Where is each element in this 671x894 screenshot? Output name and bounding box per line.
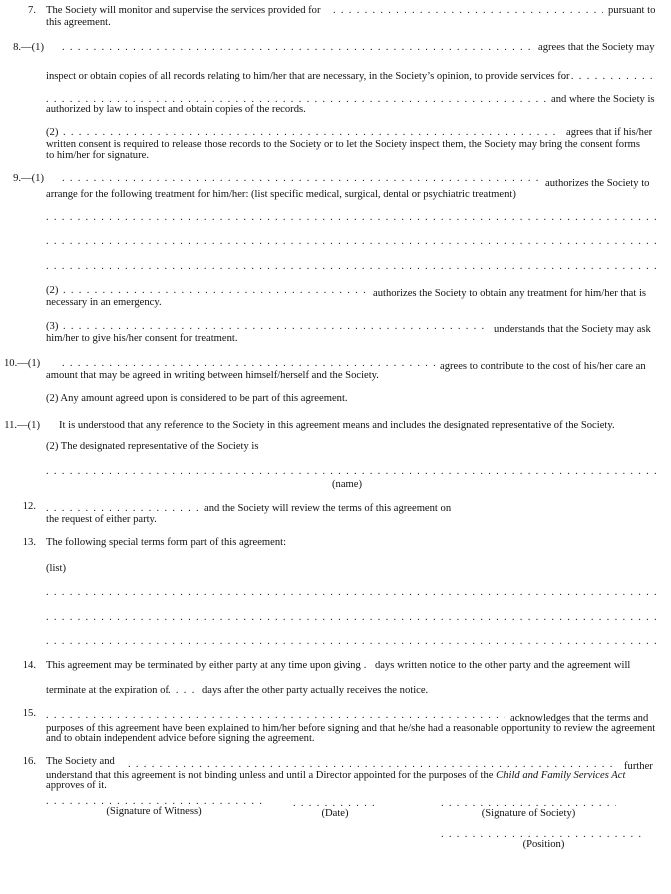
society-signature-label: (Signature of Society) <box>481 808 576 819</box>
fill-in-blank[interactable] <box>46 710 505 722</box>
fill-in-blank[interactable] <box>63 321 489 333</box>
fill-in-line[interactable] <box>46 587 657 599</box>
fill-in-blank[interactable] <box>62 358 435 370</box>
fill-in-blank[interactable] <box>340 660 372 672</box>
section-text: approves of it. <box>46 780 107 791</box>
section-text: acknowledges that the terms and <box>510 713 649 724</box>
fill-in-line[interactable] <box>46 212 657 224</box>
section-text: necessary in an emergency. <box>46 297 162 308</box>
fill-in-line[interactable] <box>46 236 657 248</box>
fill-in-line[interactable] <box>46 636 657 648</box>
section-text: purposes of this agreement have been explained to him/her before signing and that he/she had a reasonable opportunity to review the agreement <box>46 723 656 734</box>
section-number: 11.—(1) <box>4 420 40 431</box>
section-text: arrange for the following treatment for him/her: (list specific medical, surgical, dental or psychiatric treatment) <box>46 189 516 200</box>
section-text: inspect or obtain copies of all records relating to him/her that are necessary, in the Society’s opinion, to provide services for <box>46 71 570 82</box>
fill-in-line[interactable] <box>46 466 657 478</box>
section-number: 16. <box>22 756 36 767</box>
fill-in-line[interactable] <box>46 612 657 624</box>
section-text: understands that the Society may ask <box>494 324 651 335</box>
section-number: 9.—(1) <box>13 173 44 184</box>
section-text: This agreement may be terminated by either party at any time upon giving <box>46 660 361 671</box>
fill-in-line[interactable] <box>46 261 657 273</box>
section-text: The Society and <box>46 756 115 767</box>
date-label: (Date) <box>321 808 349 819</box>
section-text: amount that may be agreed in writing between himself/herself and the Society. <box>46 370 379 381</box>
section-text: the request of either party. <box>46 514 157 525</box>
section-text: agrees to contribute to the cost of his/her care an <box>440 361 646 372</box>
section-text: and where the Society is <box>551 94 655 105</box>
section-text: authorizes the Society to obtain any treatment for him/her that is <box>373 288 647 299</box>
section-text: The Society will monitor and supervise the services provided for <box>46 5 321 16</box>
position-label: (Position) <box>522 839 565 850</box>
section-text: written consent is required to release those records to the Society or to let the Society inspect them, the Society may bring the consent forms <box>46 139 640 150</box>
fill-in-blank[interactable] <box>333 5 603 17</box>
section-text: to him/her for signature. <box>46 150 149 161</box>
section-text: terminate at the expiration of <box>46 685 169 696</box>
section-text: him/her to give his/her consent for treatment. <box>46 333 238 344</box>
section-text: and to obtain independent advice before signing the agreement. <box>46 733 315 744</box>
section-text: authorizes the Society to <box>545 178 650 189</box>
fill-in-blank[interactable] <box>63 285 368 297</box>
section-number: 7. <box>28 5 36 16</box>
section-text: (list) <box>46 563 67 574</box>
section-text: (name) <box>332 479 362 490</box>
section-text: (2) Any amount agreed upon is considered to be part of this agreement. <box>46 393 348 404</box>
section-text: days written notice to the other party and the agreement will <box>375 660 631 671</box>
act-title: Child and Family Services Act <box>496 770 626 781</box>
section-number: 10.—(1) <box>4 358 41 369</box>
section-text: agrees that the Society may <box>538 42 655 53</box>
section-text: agrees that if his/her <box>566 127 653 138</box>
fill-in-blank[interactable] <box>63 127 561 139</box>
section-number: 13. <box>22 537 36 548</box>
fill-in-blank[interactable] <box>62 42 534 54</box>
sub-number: (2) <box>46 285 59 296</box>
section-number: 8.—(1) <box>13 42 44 53</box>
section-number: 14. <box>22 660 36 671</box>
section-text: The following special terms form part of this agreement: <box>46 537 287 548</box>
section-number: 15. <box>22 708 36 719</box>
section-number: 12. <box>22 501 36 512</box>
section-text: this agreement. <box>46 17 111 28</box>
section-text: authorized by law to inspect and obtain copies of the records. <box>46 104 306 115</box>
section-text: further <box>624 761 653 772</box>
fill-in-blank[interactable] <box>563 71 657 83</box>
sub-number: (3) <box>46 321 59 332</box>
section-text: and the Society will review the terms of this agreement on <box>204 503 452 514</box>
fill-in-blank[interactable] <box>62 173 540 185</box>
sub-number: (2) <box>46 127 59 138</box>
section-text-part: understand that this agreement is not binding unless and until a Director appointed for the purposes of the <box>46 770 494 781</box>
fill-in-blank[interactable] <box>168 685 200 697</box>
section-text: (2) The designated representative of the Society is <box>46 441 259 452</box>
section-text: pursuant to <box>608 5 656 16</box>
section-text <box>46 770 625 782</box>
witness-signature-label: (Signature of Witness) <box>106 806 202 817</box>
section-text: It is understood that any reference to the Society in this agreement means and includes the designated representative of the Society. <box>59 420 615 431</box>
section-text: days after the other party actually receives the notice. <box>202 685 429 696</box>
